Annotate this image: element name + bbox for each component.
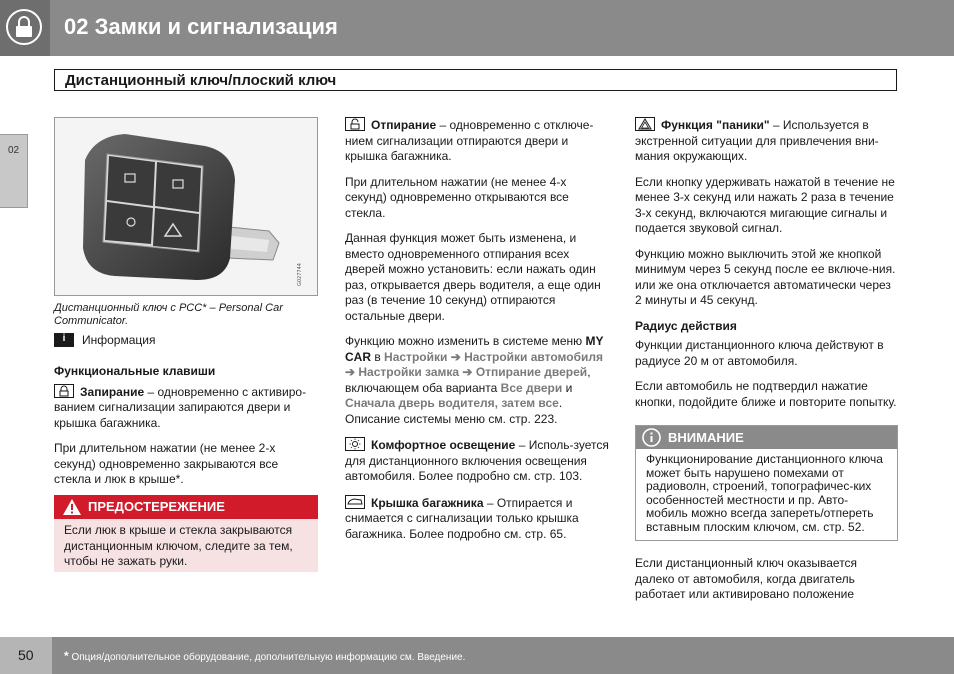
image-code: G027744 [297, 263, 303, 286]
panic-hold-paragraph: Если кнопку удерживать нажатой в течение не менее 3-х секунд или нажать 2 раза в течение 3-х секунд, включаются мигающие сигналы и подается звуковой сигнал. [635, 174, 895, 235]
trunk-title: Крышка багажника [371, 495, 484, 510]
menu-path-1: Настройки [384, 349, 448, 364]
range-paragraph: Функции дистанционного ключа действуют в радиусе 20 м от автомобиля. [635, 338, 884, 368]
remote-key-image [54, 117, 318, 296]
range-heading: Радиус действия [635, 318, 737, 333]
light-text: – Исполь-зуется для дистанционного включения освещения автомобиля. Более подробно см. стр. 103. [345, 438, 609, 483]
info-icon: i [54, 333, 74, 347]
panic-triangle-icon [635, 117, 655, 131]
unlock-text: – одновременно с отключе-нием сигнализации отпираются двери и крышка багажника. [345, 118, 594, 163]
section-title: Дистанционный ключ/плоский ключ [65, 72, 337, 89]
attention-text: Функционирование дистанционного ключа может быть нарушено помехами от радиоволн, строений, топографичес-ких особенностей местности и пр. Авто-мобиль можно всегда запереть/отпереть вставным плоским ключом, см. стр. 52. [646, 452, 883, 534]
section-title-bar [54, 69, 897, 91]
panic-text: – Используется в экстренной ситуации для привлечения вни-мания окружающих. [635, 118, 879, 163]
page-header [0, 0, 954, 56]
menu-arrow-2: ➔ [345, 365, 359, 379]
page-number-box [0, 637, 52, 674]
info-row [54, 333, 155, 347]
trunk-text: – Отпирается и снимается с сигнализации только крышка багажника. Более подробно см. стр. 65. [345, 495, 579, 541]
trunk-paragraph [345, 495, 611, 543]
tail-paragraph: Если дистанционный ключ оказывается далеко от автомобиля, когда двигатель работает или активировано положение [635, 556, 858, 601]
unlock-icon [345, 117, 365, 131]
menu-option-1: Все двери [500, 380, 563, 395]
menu-in: в [371, 349, 385, 364]
menu-mid: , включающем оба варианта [345, 365, 591, 395]
attention-box [635, 425, 898, 541]
figure-caption: Дистанционный ключ с PCC* – Personal Car Communicator. [54, 302, 283, 327]
menu-paragraph [345, 334, 611, 427]
page-footer [0, 637, 954, 674]
unlock-paragraph [345, 117, 611, 165]
lock-long-paragraph: При длительном нажатии (не менее 2-х секунд) одновременно закрываются все стекла и люк в крыше*. [54, 441, 279, 486]
chapter-tab [0, 134, 28, 208]
lock-icon [54, 384, 74, 398]
panic-paragraph [635, 117, 899, 165]
info-circle-icon [642, 428, 661, 447]
panic-off-paragraph: Функцию можно выключить этой же кнопкой минимум через 5 секунд после ее включе-ния. или же она отключается автоматически через 2 минуты и 45 секунд. [635, 246, 896, 307]
menu-arrow-3: ➔ [459, 365, 476, 379]
lock-circle-icon [0, 0, 50, 56]
menu-arrow-1: ➔ [447, 349, 465, 364]
unlock-title: Отпирание [371, 118, 437, 132]
lock-text: – одновременно с активиро-ванием сигнализации запираются двери и крышка багажника. [54, 384, 307, 430]
trunk-icon [345, 495, 365, 509]
attention-title: ВНИМАНИЕ [668, 430, 744, 445]
menu-path-3: Настройки замка [358, 365, 460, 379]
footnote [64, 649, 465, 663]
menu-mycar: MY CAR [345, 334, 604, 364]
warning-title: ПРЕДОСТЕРЕЖЕНИЕ [88, 499, 225, 514]
unlock-long-paragraph: При длительном нажатии (не менее 4-х секунд) одновременно открываются все стекла. [345, 174, 569, 220]
warning-box [54, 495, 318, 572]
menu-and: и [562, 380, 573, 395]
warning-text: Если люк в крыше и стекла закрываются дистанционным ключом, следите за тем, чтобы не зажать руки. [54, 519, 318, 572]
buttons-heading: Функциональные клавиши [54, 364, 216, 378]
chapter-title: 02 Замки и сигнализация [64, 14, 338, 39]
light-paragraph [345, 437, 611, 485]
column-3-tail [635, 556, 899, 613]
range-retry-paragraph: Если автомобиль не подтвердил нажатие кнопки, подойдите ближе и повторите попытку. [635, 379, 897, 409]
chapter-tab-label: 02 [8, 145, 20, 156]
light-title: Комфортное освещение [371, 438, 516, 452]
menu-path-2: Настройки автомобиля [464, 349, 603, 364]
attention-header [636, 426, 897, 449]
warning-triangle-icon [62, 498, 82, 516]
unlock-change-paragraph: Данная функция может быть изменена, и вместо одновременного отпирания всех дверей можно установить: если нажать один раз, открывается дверь водителя, а еще один раз (в течение 10 секунд) отпираются остальные двери. [345, 231, 601, 323]
warning-header [54, 495, 318, 519]
lock-title: Запирание [80, 384, 145, 399]
column-1 [54, 364, 318, 498]
footnote-text: Опция/дополнительное оборудование, дополнительную информацию см. Введение. [68, 652, 466, 663]
footnote-star: * [64, 649, 69, 663]
lock-paragraph [54, 384, 318, 432]
panic-title: Функция "паники" [661, 118, 770, 132]
column-2 [345, 117, 611, 552]
menu-path-4: Отпирание дверей [475, 365, 588, 379]
menu-suffix: . Описание системы меню см. стр. 223. [345, 396, 563, 426]
info-label: Информация [82, 333, 156, 347]
menu-option-2: Сначала дверь водителя, затем все [345, 396, 559, 410]
page-number: 50 [18, 647, 34, 663]
light-icon [345, 437, 365, 451]
menu-prefix: Функцию можно изменить в системе меню [345, 334, 586, 348]
column-3 [635, 117, 899, 420]
